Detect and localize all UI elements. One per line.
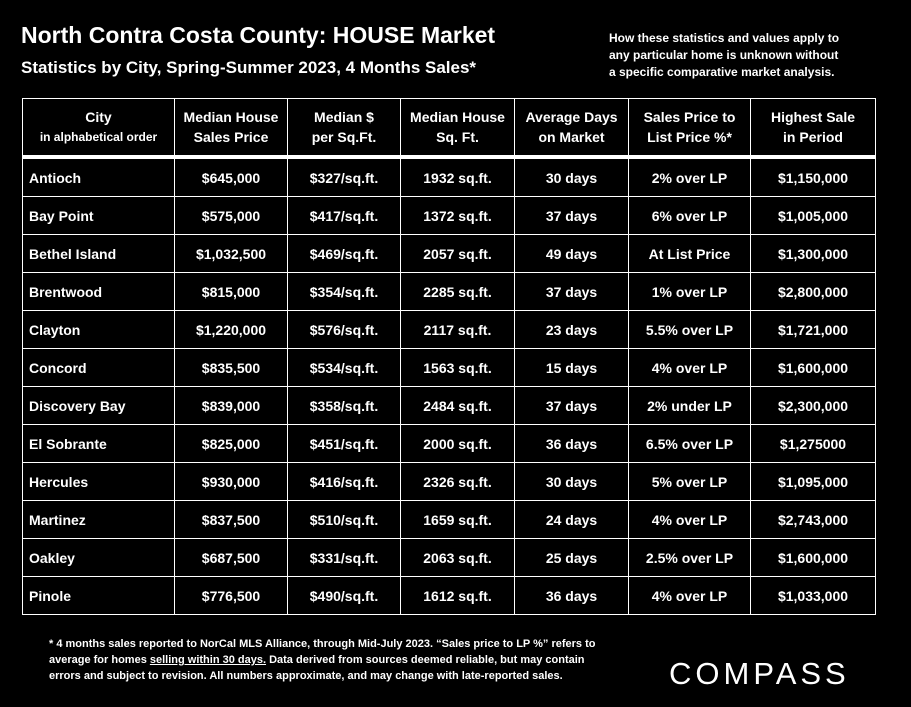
cell-median-sqft: 2063 sq.ft. — [401, 539, 515, 577]
cell-highest-sale: $1,721,000 — [751, 311, 876, 349]
cell-highest-sale: $1,275000 — [751, 425, 876, 463]
cell-sale-to-list: 4% over LP — [629, 501, 751, 539]
disclaimer — [609, 30, 899, 81]
cell-city: Bethel Island — [23, 235, 175, 273]
footnote-line: errors and subject to revision. All numbers approximate, and may change with late-reported sales. — [49, 670, 563, 682]
cell-city: Discovery Bay — [23, 387, 175, 425]
table-header-row — [23, 99, 876, 158]
column-header-city: City in alphabetical order — [23, 99, 175, 158]
table-row — [23, 349, 876, 387]
cell-days-on-market: 49 days — [515, 235, 629, 273]
cell-city: Concord — [23, 349, 175, 387]
cell-median-price: $1,220,000 — [175, 311, 288, 349]
cell-city: Oakley — [23, 539, 175, 577]
compass-logo — [669, 653, 869, 693]
cell-median-price: $930,000 — [175, 463, 288, 501]
cell-city: Antioch — [23, 157, 175, 197]
table-row — [23, 235, 876, 273]
cell-days-on-market: 30 days — [515, 463, 629, 501]
cell-city: El Sobrante — [23, 425, 175, 463]
cell-highest-sale: $2,300,000 — [751, 387, 876, 425]
cell-median-sqft: 1563 sq.ft. — [401, 349, 515, 387]
cell-median-sqft: 1932 sq.ft. — [401, 157, 515, 197]
table-row — [23, 273, 876, 311]
cell-median-price: $645,000 — [175, 157, 288, 197]
cell-city: Brentwood — [23, 273, 175, 311]
cell-days-on-market: 24 days — [515, 501, 629, 539]
cell-median-price: $1,032,500 — [175, 235, 288, 273]
table-row — [23, 577, 876, 615]
cell-median-sqft: 1372 sq.ft. — [401, 197, 515, 235]
cell-city: Hercules — [23, 463, 175, 501]
cell-median-sqft: 2484 sq.ft. — [401, 387, 515, 425]
cell-city: Martinez — [23, 501, 175, 539]
cell-sale-to-list: 1% over LP — [629, 273, 751, 311]
cell-days-on-market: 36 days — [515, 577, 629, 615]
cell-highest-sale: $1,095,000 — [751, 463, 876, 501]
table-row — [23, 463, 876, 501]
cell-sale-to-list: 2.5% over LP — [629, 539, 751, 577]
cell-sale-to-list: At List Price — [629, 235, 751, 273]
table-row — [23, 425, 876, 463]
cell-highest-sale: $1,033,000 — [751, 577, 876, 615]
column-header-price-per-sqft: Median $ per Sq.Ft. — [288, 99, 401, 158]
cell-days-on-market: 37 days — [515, 197, 629, 235]
cell-price-per-sqft: $490/sq.ft. — [288, 577, 401, 615]
cell-sale-to-list: 2% under LP — [629, 387, 751, 425]
cell-price-per-sqft: $451/sq.ft. — [288, 425, 401, 463]
column-header-highest-sale: Highest Sale in Period — [751, 99, 876, 158]
cell-days-on-market: 37 days — [515, 273, 629, 311]
page-title: North Contra Costa County: HOUSE Market — [21, 22, 496, 48]
cell-city: Bay Point — [23, 197, 175, 235]
cell-days-on-market: 15 days — [515, 349, 629, 387]
cell-median-sqft: 1659 sq.ft. — [401, 501, 515, 539]
cell-sale-to-list: 6.5% over LP — [629, 425, 751, 463]
cell-highest-sale: $2,800,000 — [751, 273, 876, 311]
cell-highest-sale: $1,600,000 — [751, 539, 876, 577]
table-row — [23, 311, 876, 349]
cell-days-on-market: 37 days — [515, 387, 629, 425]
table-row — [23, 387, 876, 425]
cell-sale-to-list: 5.5% over LP — [629, 311, 751, 349]
cell-median-price: $687,500 — [175, 539, 288, 577]
cell-sale-to-list: 4% over LP — [629, 577, 751, 615]
footnote-line: * 4 months sales reported to NorCal MLS Alliance, through Mid-July 2023. “Sales price to LP %” refers to — [49, 638, 596, 650]
cell-sale-to-list: 4% over LP — [629, 349, 751, 387]
cell-price-per-sqft: $510/sq.ft. — [288, 501, 401, 539]
table-row — [23, 539, 876, 577]
cell-median-sqft: 2285 sq.ft. — [401, 273, 515, 311]
column-header-days-on-market: Average Days on Market — [515, 99, 629, 158]
cell-highest-sale: $1,600,000 — [751, 349, 876, 387]
cell-highest-sale: $1,005,000 — [751, 197, 876, 235]
table-row — [23, 501, 876, 539]
cell-median-price: $815,000 — [175, 273, 288, 311]
cell-median-sqft: 2057 sq.ft. — [401, 235, 515, 273]
cell-median-price: $575,000 — [175, 197, 288, 235]
cell-price-per-sqft: $534/sq.ft. — [288, 349, 401, 387]
cell-median-sqft: 2326 sq.ft. — [401, 463, 515, 501]
cell-price-per-sqft: $417/sq.ft. — [288, 197, 401, 235]
cell-sale-to-list: 5% over LP — [629, 463, 751, 501]
cell-days-on-market: 30 days — [515, 157, 629, 197]
cell-median-sqft: 2117 sq.ft. — [401, 311, 515, 349]
table-row — [23, 157, 876, 197]
table-body — [23, 157, 876, 615]
cell-median-price: $776,500 — [175, 577, 288, 615]
footnote-line: average for homes selling within 30 days. Data derived from sources deemed reliable, but may contain — [49, 654, 585, 666]
cell-sale-to-list: 6% over LP — [629, 197, 751, 235]
cell-price-per-sqft: $354/sq.ft. — [288, 273, 401, 311]
cell-days-on-market: 23 days — [515, 311, 629, 349]
disclaimer-line: any particular home is unknown without — [609, 48, 839, 62]
cell-days-on-market: 25 days — [515, 539, 629, 577]
cell-median-price: $837,500 — [175, 501, 288, 539]
cell-median-sqft: 1612 sq.ft. — [401, 577, 515, 615]
cell-median-price: $825,000 — [175, 425, 288, 463]
cell-days-on-market: 36 days — [515, 425, 629, 463]
cell-price-per-sqft: $358/sq.ft. — [288, 387, 401, 425]
cell-highest-sale: $1,300,000 — [751, 235, 876, 273]
cell-city: Pinole — [23, 577, 175, 615]
cell-price-per-sqft: $576/sq.ft. — [288, 311, 401, 349]
cell-median-price: $835,500 — [175, 349, 288, 387]
disclaimer-line: a specific comparative market analysis. — [609, 65, 835, 79]
market-stats-table — [22, 98, 876, 615]
cell-city: Clayton — [23, 311, 175, 349]
footnote — [49, 636, 649, 684]
page-subtitle: Statistics by City, Spring-Summer 2023, 4 Months Sales* — [21, 58, 477, 77]
cell-price-per-sqft: $416/sq.ft. — [288, 463, 401, 501]
cell-sale-to-list: 2% over LP — [629, 157, 751, 197]
cell-highest-sale: $2,743,000 — [751, 501, 876, 539]
disclaimer-line: How these statistics and values apply to — [609, 31, 840, 45]
cell-price-per-sqft: $469/sq.ft. — [288, 235, 401, 273]
cell-median-sqft: 2000 sq.ft. — [401, 425, 515, 463]
column-header-median-price: Median House Sales Price — [175, 99, 288, 158]
table-row — [23, 197, 876, 235]
column-header-median-sqft: Median House Sq. Ft. — [401, 99, 515, 158]
cell-highest-sale: $1,150,000 — [751, 157, 876, 197]
cell-median-price: $839,000 — [175, 387, 288, 425]
cell-price-per-sqft: $327/sq.ft. — [288, 157, 401, 197]
column-header-sale-to-list: Sales Price to List Price %* — [629, 99, 751, 158]
compass-logo-text: COMPASS — [669, 656, 850, 691]
cell-price-per-sqft: $331/sq.ft. — [288, 539, 401, 577]
